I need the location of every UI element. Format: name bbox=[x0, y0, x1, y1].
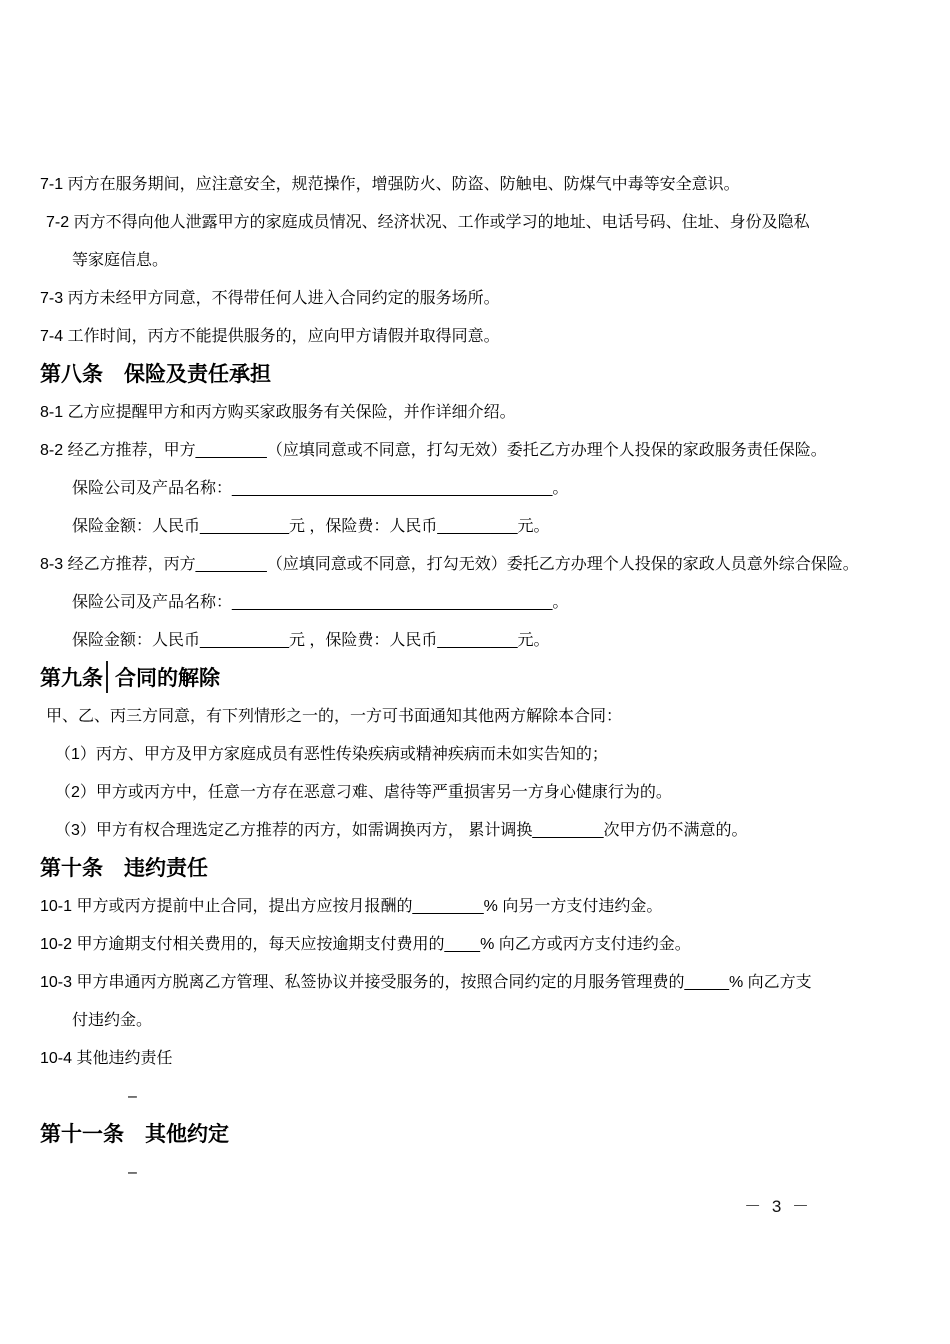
article-9-title-text: 合同的解除 bbox=[115, 667, 220, 690]
article-10-heading: 第十条 违约责任 bbox=[40, 857, 208, 880]
clause-10-blank-placeholder: – bbox=[128, 1088, 137, 1105]
clause-9-item-2: （2）甲方或丙方中，任意一方存在恶意刁难、虐待等严重损害另一方身心健康行为的。 bbox=[55, 784, 672, 801]
clause-9-item-1: （1）丙方、甲方及甲方家庭成员有恶性传染疾病或精神疾病而未如实告知的； bbox=[55, 746, 608, 763]
clause-10-2: 10-2 甲方逾期支付相关费用的，每天应按逾期支付费用的____% 向乙方或丙方支付违约金。 bbox=[40, 936, 691, 953]
clause-7-2-line2: 等家庭信息。 bbox=[72, 252, 169, 269]
clause-8-3: 8-3 经乙方推荐，丙方________（应填同意或不同意，打勾无效）委托乙方办理个人投保的家政人员意外综合保险。 bbox=[40, 556, 859, 573]
clause-8-3-amount-blank: 保险金额：人民币__________元 ，保险费：人民币_________元。 bbox=[72, 632, 550, 649]
clause-8-2-amount-blank: 保险金额：人民币__________元 ，保险费：人民币_________元。 bbox=[72, 518, 550, 535]
article-9-heading bbox=[40, 660, 915, 698]
clause-10-4: 10-4 其他违约责任 bbox=[40, 1050, 173, 1067]
clause-7-1: 7-1 丙方在服务期间，应注意安全，规范操作，增强防火、防盗、防触电、防煤气中毒等安全意识。 bbox=[40, 176, 740, 193]
document-content bbox=[40, 166, 915, 1192]
text-cursor bbox=[106, 661, 108, 693]
article-9-number: 第九条 bbox=[40, 667, 103, 690]
clause-8-2: 8-2 经乙方推荐，甲方________（应填同意或不同意，打勾无效）委托乙方办理个人投保的家政服务责任保险。 bbox=[40, 442, 827, 459]
clause-7-2-line1: 7-2 丙方不得向他人泄露甲方的家庭成员情况、经济状况、工作或学习的地址、电话号码、住址、身份及隐私 bbox=[46, 214, 810, 231]
article-11-heading: 第十一条 其他约定 bbox=[40, 1123, 229, 1146]
clause-11-blank-placeholder: – bbox=[128, 1164, 137, 1181]
clause-8-3-company-blank: 保险公司及产品名称：____________________________________。 bbox=[72, 594, 569, 611]
page-number: － 3 － bbox=[744, 1197, 812, 1216]
clause-7-3: 7-3 丙方未经甲方同意，不得带任何人进入合同约定的服务场所。 bbox=[40, 290, 500, 307]
clause-10-3-line1: 10-3 甲方串通丙方脱离乙方管理、私签协议并接受服务的，按照合同约定的月服务管理费的_____% 向乙方支 bbox=[40, 974, 812, 991]
clause-10-3-line2: 付违约金。 bbox=[72, 1012, 153, 1029]
clause-8-2-company-blank: 保险公司及产品名称：____________________________________。 bbox=[72, 480, 569, 497]
clause-9-item-3: （3）甲方有权合理选定乙方推荐的丙方，如需调换丙方， 累计调换________次甲方仍不满意的。 bbox=[55, 822, 748, 839]
clause-9-intro: 甲、乙、丙三方同意，有下列情形之一的，一方可书面通知其他两方解除本合同： bbox=[46, 708, 623, 725]
clause-7-4: 7-4 工作时间，丙方不能提供服务的，应向甲方请假并取得同意。 bbox=[40, 328, 500, 345]
clause-8-1: 8-1 乙方应提醒甲方和丙方购买家政服务有关保险，并作详细介绍。 bbox=[40, 404, 516, 421]
article-8-heading: 第八条 保险及责任承担 bbox=[40, 363, 271, 386]
clause-10-1: 10-1 甲方或丙方提前中止合同，提出方应按月报酬的________% 向另一方支付违约金。 bbox=[40, 898, 663, 915]
